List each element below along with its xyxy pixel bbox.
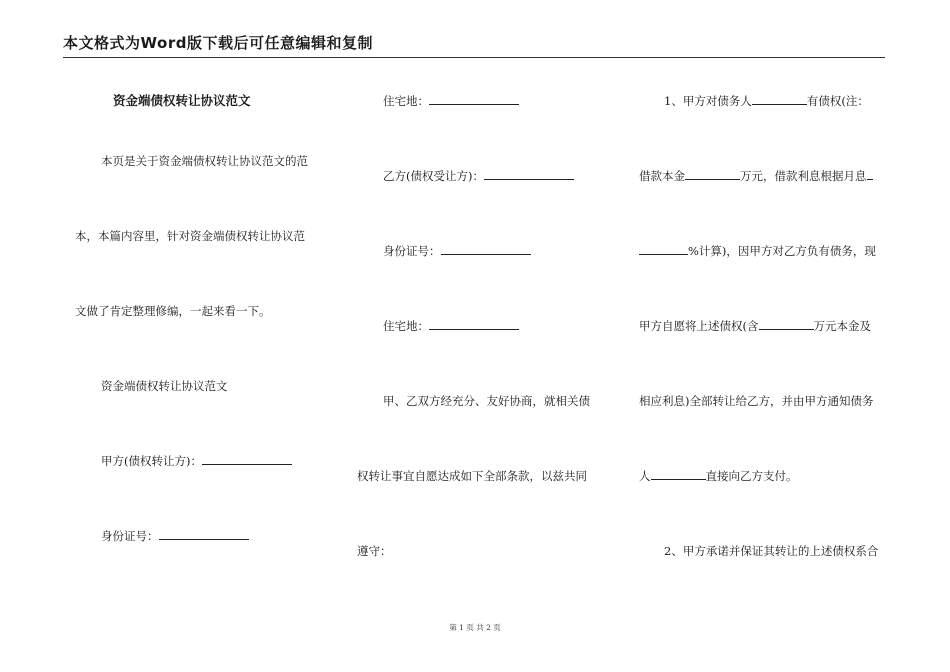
clause-1-line-4	[639, 318, 871, 334]
document-title: 资金端债权转让协议范文	[113, 93, 251, 108]
clause-1-text-a: 1、甲方对债务人	[664, 94, 752, 108]
party-a-id-line	[101, 528, 249, 544]
clause-1-line-5: 相应利息)全部转让给乙方，并由甲方通知债务	[639, 394, 874, 408]
interest-rate-blank	[639, 243, 688, 255]
clause-1-text-d: 甲方自愿将上述债权(含	[639, 319, 759, 333]
clause-1-line-1	[664, 93, 869, 109]
party-a-address-blank	[429, 93, 519, 105]
clause-1-line-2	[639, 168, 873, 184]
page-footer: 第 1 页 共 2 页	[449, 623, 501, 632]
principal-blank	[685, 168, 740, 180]
clause-1-text-g: 直接向乙方支付。	[705, 469, 798, 483]
debtor-blank	[752, 93, 807, 105]
party-b-id-line	[383, 243, 531, 259]
clause-2-line-1: 2、甲方承诺并保证其转让的上述债权系合	[664, 544, 879, 558]
party-b-label: 乙方(债权受让方)：	[383, 169, 484, 183]
consensus-line-1: 甲、乙双方经充分、友好协商，就相关债	[383, 394, 590, 408]
agreement-subtitle: 资金端债权转让协议范文	[101, 379, 228, 393]
party-a-id-label: 身份证号：	[101, 529, 159, 543]
party-a-id-blank	[159, 528, 249, 540]
clause-1-line-3	[639, 243, 876, 259]
clause-1-text-f: 人	[639, 469, 651, 483]
party-b-id-blank	[441, 243, 531, 255]
party-a-address-line	[383, 93, 519, 109]
party-a-label: 甲方(债权转让方)：	[101, 454, 202, 468]
interest-text: 万元，借款利息根据月息	[740, 169, 867, 183]
party-b-address-blank	[429, 318, 519, 330]
intro-line-1: 本页是关于资金端债权转让协议范文的范	[101, 154, 308, 168]
party-b-id-label: 身份证号：	[383, 244, 441, 258]
amount-blank	[759, 318, 814, 330]
intro-line-3: 文做了肯定整理修编，一起来看一下。	[75, 304, 271, 318]
intro-line-2: 本，本篇内容里，针对资金端债权转让协议范	[75, 229, 305, 243]
clause-1-text-b: 有债权(注：	[806, 94, 869, 108]
party-a-line	[101, 453, 292, 469]
consensus-line-3: 遵守：	[357, 544, 392, 558]
party-a-blank	[202, 453, 292, 465]
party-b-line	[383, 168, 574, 184]
party-a-address-label: 住宅地：	[383, 94, 429, 108]
interest-blank-start	[867, 168, 873, 180]
party-b-blank	[484, 168, 574, 180]
consensus-line-2: 权转让事宜自愿达成如下全部条款，以兹共同	[357, 469, 587, 483]
clause-1-text-e: 万元本金及	[813, 319, 871, 333]
page-header: 本文格式为Word版下载后可任意编辑和复制	[63, 32, 885, 58]
party-b-address-line	[383, 318, 519, 334]
debtor-name-blank	[651, 468, 706, 480]
clause-1-line-6	[639, 468, 798, 484]
party-b-address-label: 住宅地：	[383, 319, 429, 333]
clause-1-text-c: %计算)，因甲方对乙方负有债务，现	[688, 244, 876, 258]
principal-label: 借款本金	[639, 169, 685, 183]
